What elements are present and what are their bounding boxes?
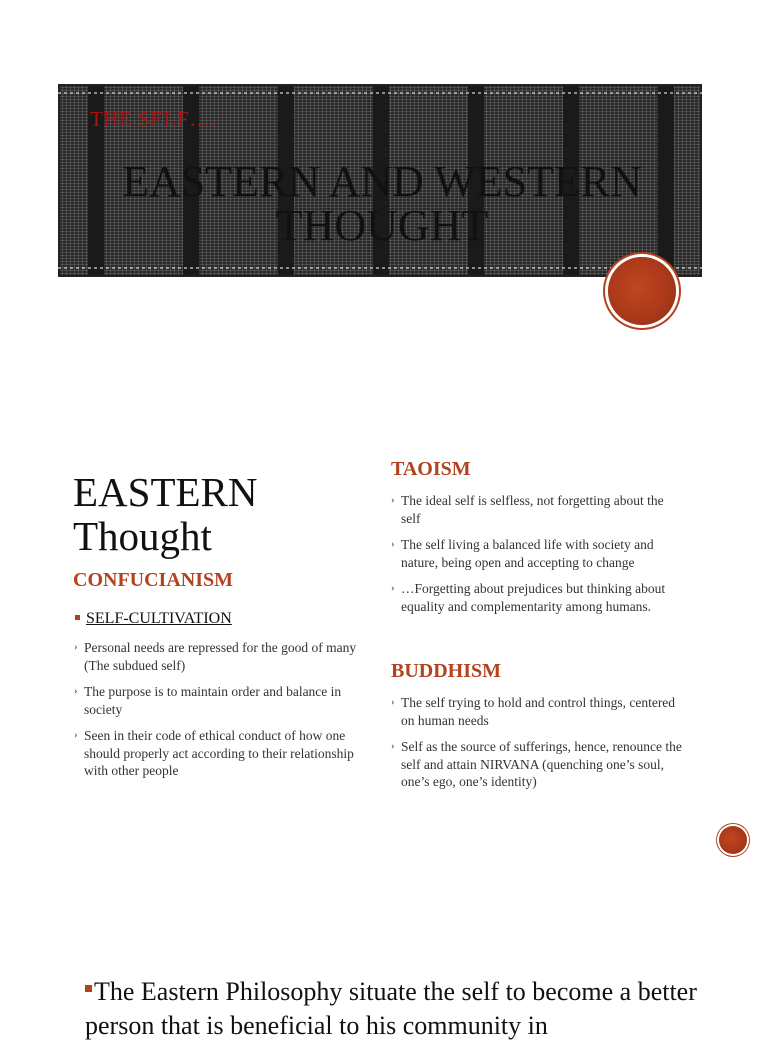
arrow-bullet-icon: › bbox=[391, 494, 395, 506]
eastern-heading-line1: EASTERN bbox=[73, 469, 258, 515]
slide-title-line2: THOUGHT bbox=[275, 201, 489, 250]
list-item: › Seen in their code of ethical conduct of how one should properly act according to their relationship with other people bbox=[74, 728, 354, 778]
decorative-circle-small-icon bbox=[719, 826, 747, 854]
list-item: › The ideal self is selfless, not forgetting about the self bbox=[391, 493, 664, 526]
list-item: › …Forgetting about prejudices but thinking about equality and complementarity among humans. bbox=[391, 581, 666, 614]
eastern-thought-heading bbox=[73, 470, 258, 558]
list-item: › The purpose is to maintain order and balance in society bbox=[74, 684, 342, 717]
decorative-circle-icon bbox=[608, 257, 676, 325]
taoism-heading: TAOISM bbox=[391, 458, 471, 480]
arrow-bullet-icon: › bbox=[391, 538, 395, 550]
arrow-bullet-icon: › bbox=[391, 582, 395, 594]
eastern-heading-line2: Thought bbox=[73, 513, 212, 559]
list-item: › Personal needs are repressed for the good of many (The subdued self) bbox=[74, 640, 357, 673]
confucianism-heading: CONFUCIANISM bbox=[73, 569, 233, 591]
arrow-bullet-icon: › bbox=[391, 696, 395, 708]
list-item: › The self trying to hold and control things, centered on human needs bbox=[391, 695, 676, 728]
buddhism-heading: BUDDHISM bbox=[391, 660, 502, 682]
slide-title bbox=[60, 157, 704, 250]
taoism-list bbox=[391, 492, 681, 624]
list-item: › The self living a balanced life with society and nature, being open and accepting to change bbox=[391, 537, 654, 570]
square-bullet-icon bbox=[85, 985, 92, 992]
self-cultivation-label: SELF-CULTIVATION bbox=[86, 610, 232, 627]
eastern-philosophy-text: The Eastern Philosophy situate the self to become a better person that is beneficial to his community in bbox=[85, 977, 697, 1040]
slide-title-line1: EASTERN AND WESTERN bbox=[122, 157, 642, 206]
arrow-bullet-icon: › bbox=[74, 641, 78, 653]
arrow-bullet-icon: › bbox=[74, 685, 78, 697]
list-item: › Self as the source of sufferings, hence, renounce the self and attain NIRVANA (quenching one’s soul, one’s ego, one’s identity) bbox=[391, 739, 682, 789]
confucianism-list bbox=[74, 639, 364, 789]
arrow-bullet-icon: › bbox=[74, 729, 78, 741]
square-bullet-icon bbox=[75, 615, 80, 620]
self-cultivation-bullet bbox=[75, 610, 232, 628]
eastern-philosophy-bullet bbox=[85, 975, 745, 1043]
arrow-bullet-icon: › bbox=[391, 740, 395, 752]
slide-subtitle: THE SELF…. bbox=[90, 107, 217, 131]
buddhism-list bbox=[391, 694, 686, 800]
